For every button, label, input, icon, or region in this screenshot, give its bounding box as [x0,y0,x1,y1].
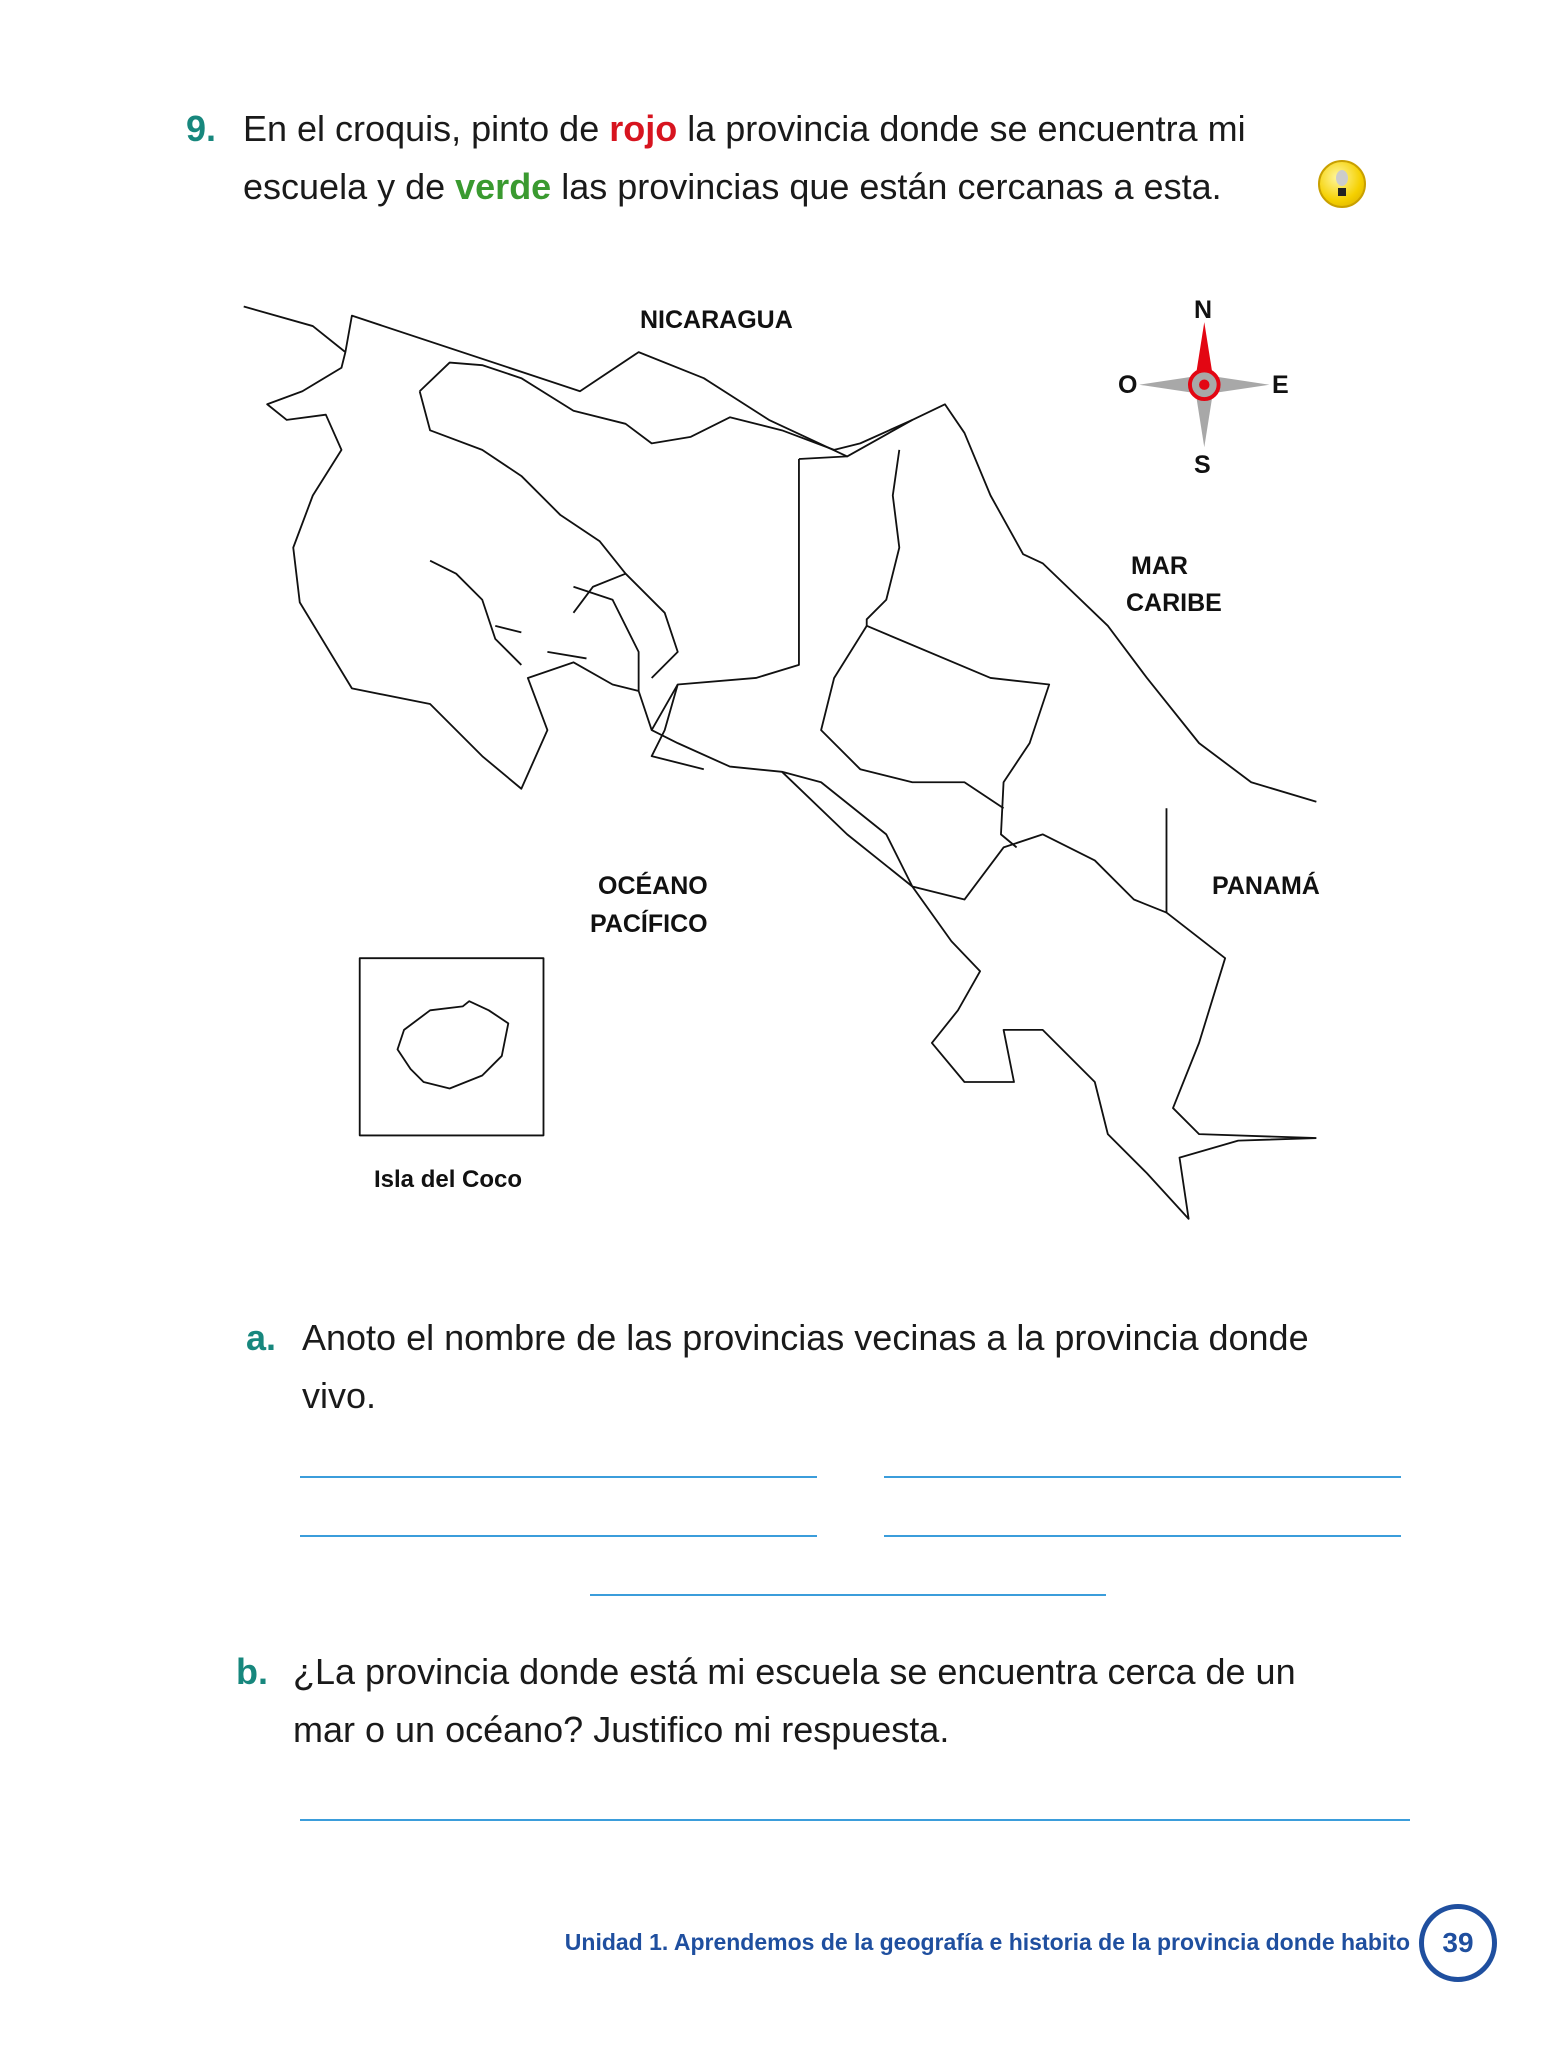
page-number-text: 39 [1442,1927,1474,1958]
answer-line[interactable] [590,1594,1106,1596]
part-b-line-2: mar o un océano? Justifico mi respuesta. [293,1709,950,1750]
green-word: verde [455,166,552,207]
isla-del-coco-outline [398,1001,509,1088]
text: las provincias que están cercanas a esta. [551,166,1222,207]
country-outline [244,307,1317,1219]
answer-line[interactable] [300,1535,817,1537]
answer-line[interactable] [300,1476,817,1478]
province-border [652,450,1050,848]
province-border [430,561,586,665]
part-b-letter: b. [236,1651,268,1692]
province-border [782,626,1166,913]
inset-box [360,958,544,1135]
province-border [573,574,703,770]
compass-west: O [1118,371,1138,399]
text: En el croquis, pinto de [243,108,610,149]
label-pacifico: PACÍFICO [590,910,708,938]
compass-rose [1139,322,1269,447]
answer-line[interactable] [300,1819,1410,1821]
label-panama: PANAMÁ [1212,872,1320,900]
answer-line[interactable] [884,1535,1401,1537]
province-border [420,363,913,678]
part-a-line-2: vivo. [302,1375,377,1416]
label-mar: MAR [1131,552,1188,580]
text: la provincia donde se encuentra mi [677,108,1246,149]
part-a-letter: a. [246,1317,277,1358]
compass-east: E [1272,371,1289,399]
page-number [1419,1904,1497,1982]
compass-north: N [1194,296,1213,324]
text: escuela y de [243,166,456,207]
red-word: rojo [609,108,678,149]
label-isla-del-coco: Isla del Coco [374,1166,523,1193]
question-number: 9. [186,108,217,149]
compass-south: S [1194,451,1211,479]
label-oceano: OCÉANO [598,872,708,900]
answer-line[interactable] [884,1476,1401,1478]
footer-unit-title: Unidad 1. Aprendemos de la geografía e historia de la provincia donde habito [564,1929,1410,1955]
part-a-line-1: Anoto el nombre de las provincias vecinas a la provincia donde [302,1317,1309,1358]
part-b-line-1: ¿La provincia donde está mi escuela se encuentra cerca de un [293,1651,1296,1692]
label-caribe: CARIBE [1126,589,1222,617]
label-nicaragua: NICARAGUA [640,306,793,334]
